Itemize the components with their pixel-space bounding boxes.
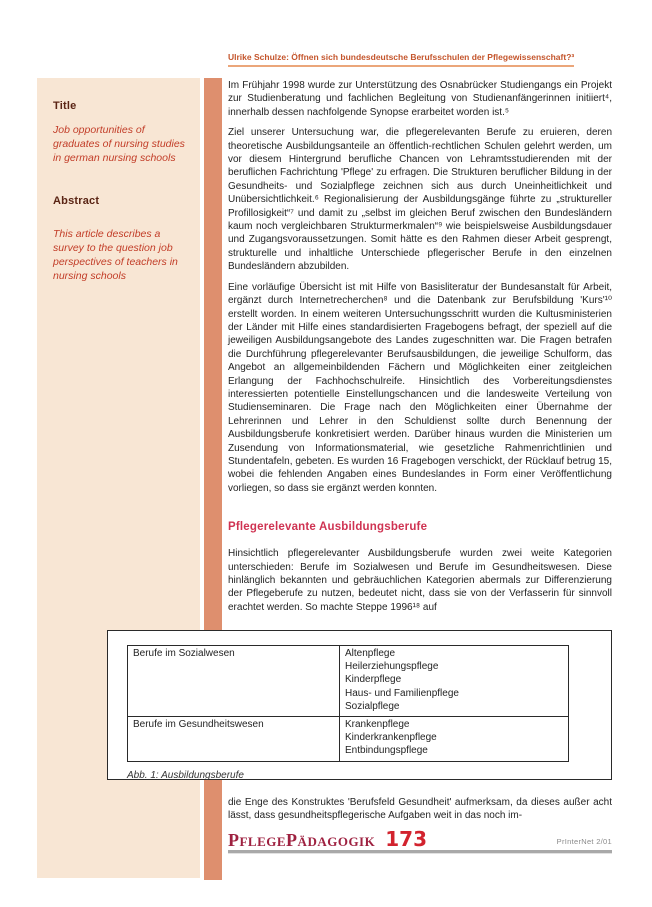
table-item: Kinderkrankenpflege: [345, 732, 437, 744]
paragraph: Eine vorläufige Übersicht ist mit Hilfe von Basisliteratur der Bundesanstalt für Arbeit, ergänzt durch Internetrecherchen⁸ und die Datenbank zur Berufsbildung 'Kurs'¹⁰ erstellt worden. In einem weiteren Untersuchungsschritt wurden die Kultusministerien der Länder mit Hilfe eines standardisierten Fragebogens befragt, der speziell auf die jeweiligen Ausbildungsangebote des Landes zugeschnitten war. Die Fragen betrafen die Durchführung pflegerelevanter Berufsausbildungen, die jeweilige Schulform, das Angebot an allgemeinbildenden Fächern und Möglichkeiten einer zeitgleichen Erlangung der Fachhochschulreife. Hinsichtlich des Vorbereitungsdienstes interessierten potentielle Einstellungschancen und die landesweite Verteilung von Studienseminaren. Die Frage nach den Möglichkeiten einer Übernahme der Lehrerinnen und Lehrer in den Schuldienst sollte durch Benennung der Ausbildungsberufe konkretisiert werden. Darüber hinaus wurden die Ministerien um Zusendung von Informationsmaterial, wie gesetzliche Rahmenrichtlinien und Stundentafeln, gebeten. Es wurden 16 Fragebogen verschickt, der Rücklauf betrug 15, wobei die fehlenden Angaben eines Bundeslandes in Form einer Veröffentlichung vorliegen, so dass sie ergänzt werden konnten.: [228, 281, 612, 494]
sidebar-title-text: Job opportunities of graduates of nursing studies in german nursing schools: [53, 124, 185, 164]
sidebar-abstract-text: This article describes a survey to the question job perspectives of teachers in nursing schools: [53, 228, 178, 282]
table-cell-category: Berufe im Gesundheitswesen: [128, 717, 340, 761]
paragraph: Hinsichtlich pflegerelevanter Ausbildungsberufe wurden zwei weite Kategorien unterschieden: Berufe im Sozialwesen und Berufe im Gesundheitswesen. Diese hinlänglich bekannten und gebräuchlichen Kategorien abermals zur Differenzierung der Pflegeberufe zu nutzen, bedeutet nicht, dass sie von der Verfasserin für sinnvoll erachtet werden. So machte Steppe 1996¹⁸ auf: [228, 548, 612, 613]
article-body: [228, 79, 612, 621]
table-item: Entbindungspflege: [345, 745, 428, 757]
page-number: 173: [385, 827, 427, 851]
sidebar-abstract-label: Abstract: [53, 195, 100, 207]
figure-1-table: [127, 645, 569, 762]
running-head: Ulrike Schulze: Öffnen sich bundesdeutsche Berufsschulen der Pflegewissenschaft?³: [228, 52, 574, 67]
section-heading: Pflegerelevante Ausbildungsberufe: [228, 521, 428, 534]
paragraph: Ziel unserer Untersuchung war, die pflegerelevanten Berufe zu eruieren, deren theoretische Ausbildungsanteile an öffentlich-rechtlichen Schulen gelehrt werden, um vor diesem Hintergrund berufliche Chancen von Lehramtsstudierenden mit der beruflichen Fachrichtung 'Pflege' zu erfragen. Die Strukturen beruflicher Bildung in der Gesundheits- und Sozialpflege zeichnen sich aus durch Uneinheitlichkeit und Unübersichtlichkeit.⁶ Regionalisierung der Ausbildungsgänge führte zu „struktureller Profillosigkeit“⁷ und damit zu „selbst im gleichen Beruf zwischen den Bundesländern kaum noch vergleichbaren Strukturmerkmalen“⁹ wie beispielsweise Ausbildungsdauer und Zugangsvoraussetzungen. Somit hätte es den Rahmen dieser Arbeit gesprengt, strukturelle und inhaltliche Unterschiede pflegerischer Berufe in den einzelnen Bundesländern abzubilden.: [228, 127, 612, 273]
table-item: Altenpflege: [345, 648, 396, 659]
table-item: Heilerziehungspflege: [345, 661, 439, 673]
table-row: [128, 646, 568, 716]
paragraph-continuation: die Enge des Konstruktes 'Berufsfeld Gesundheit' aufmerksam, da dieses außer acht lässt, dass gesundheitspflegerische Aufgaben weit in das noch im-: [228, 797, 612, 822]
figure-1-box: [107, 630, 612, 780]
table-cell-category: Berufe im Sozialwesen: [128, 646, 340, 716]
footer: [228, 827, 427, 851]
paragraph: Im Frühjahr 1998 wurde zur Unterstützung des Osnabrücker Studiengangs ein Projekt zur Studienberatung und fachlichen Begleitung von Studienanfängerinnen initiiert⁴, innerhalb dessen nachfolgende Synopse erarbeitet worden ist.⁵: [228, 80, 612, 118]
table-item: Krankenpflege: [345, 719, 410, 731]
issue-label: PrInterNet 2/01: [556, 837, 612, 846]
journal-logo: PflegePädagogik: [228, 830, 376, 850]
table-cell-items: [340, 717, 568, 761]
table-item: Kinderpflege: [345, 674, 402, 686]
table-row: [128, 716, 568, 761]
figure-1-caption: Abb. 1: Ausbildungsberufe: [127, 769, 244, 781]
table-item: Sozialpflege: [345, 700, 400, 712]
sidebar-title-label: Title: [53, 100, 77, 112]
table-cell-items: [340, 646, 568, 716]
table-item: Haus- und Familienpflege: [345, 687, 459, 699]
